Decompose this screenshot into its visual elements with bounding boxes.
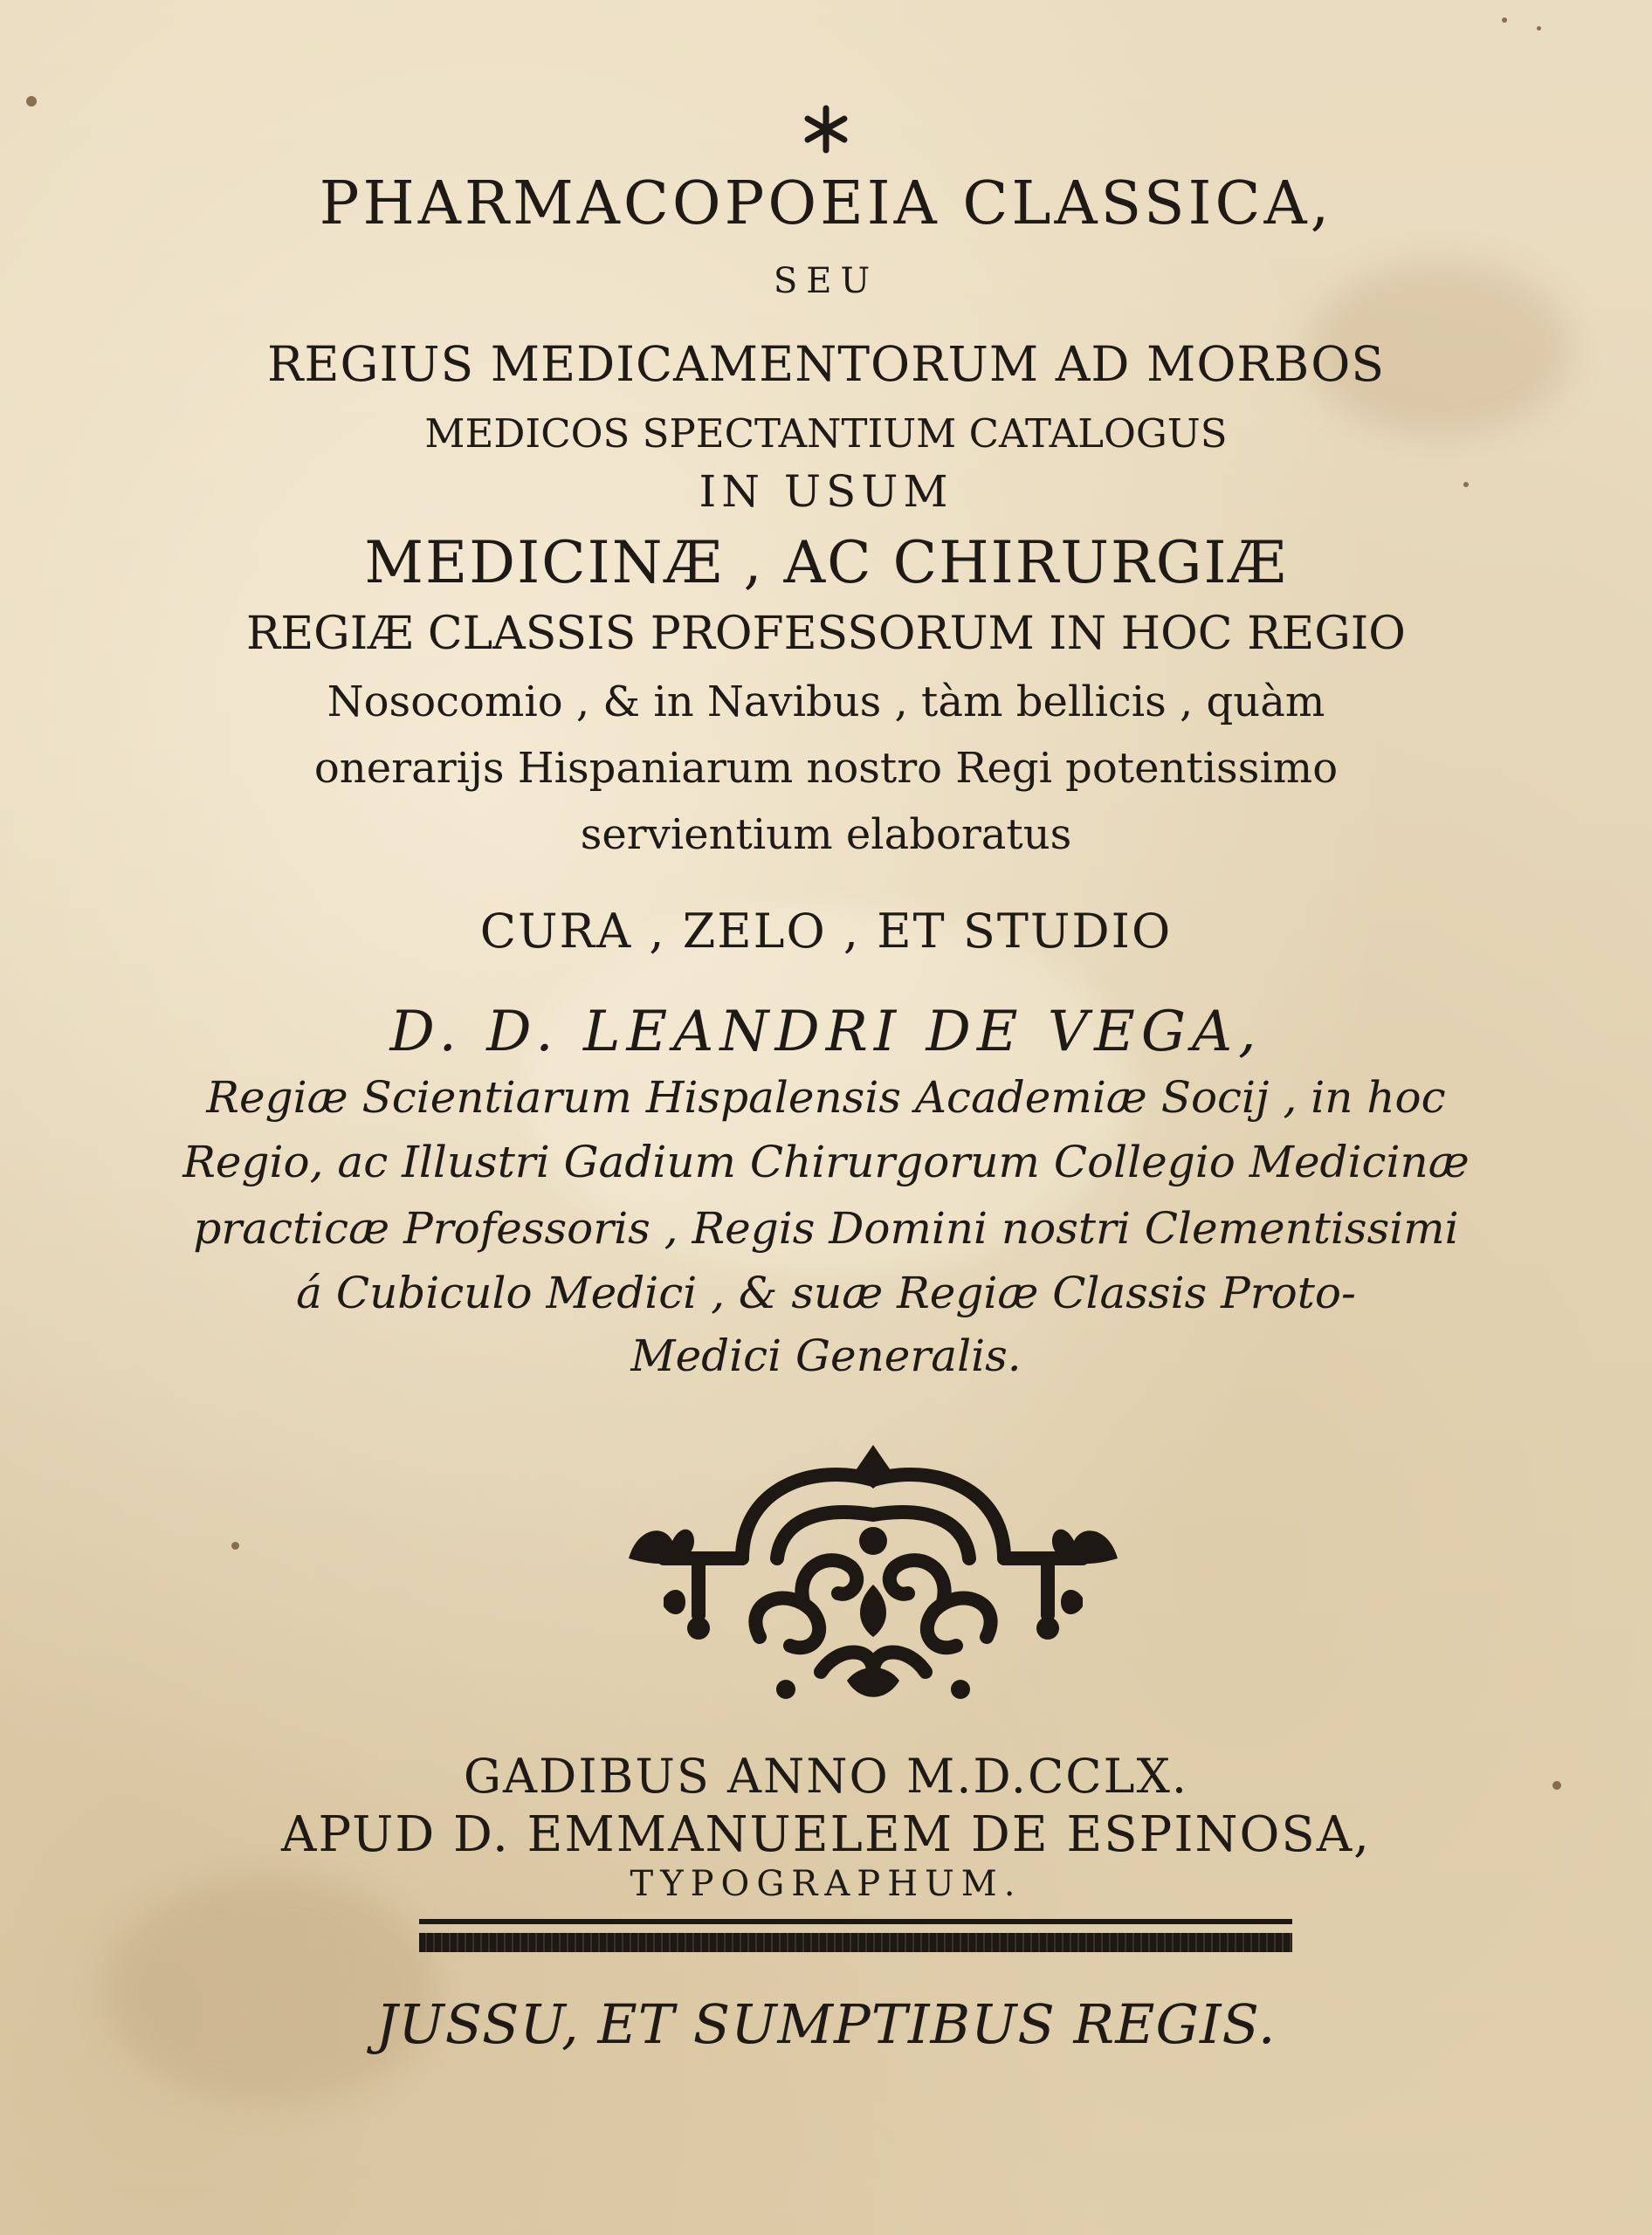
author-description: Regio, ac Illustri Gadium Chirurgorum Collegio Medicinæ bbox=[182, 1137, 1470, 1187]
seu-line: SEU bbox=[773, 261, 879, 301]
floral-ornament-icon bbox=[611, 1427, 1135, 1707]
book-title: PHARMACOPOEIA CLASSICA, bbox=[319, 169, 1333, 238]
author-description: Regiæ Scientiarum Hispalensis Academiæ Socij , in hoc bbox=[206, 1072, 1446, 1123]
rule-thin bbox=[419, 1919, 1292, 1924]
rule-thick bbox=[419, 1933, 1292, 1952]
body-line: onerarijs Hispaniarum nostro Regi potentissimo bbox=[313, 744, 1339, 793]
author-description: Medici Generalis. bbox=[630, 1331, 1022, 1381]
ink-spot bbox=[1537, 26, 1541, 31]
asterisk-icon bbox=[800, 103, 852, 155]
ink-spot bbox=[231, 1542, 239, 1550]
imprint-printer: APUD D. EMMANUELEM DE ESPINOSA, bbox=[281, 1806, 1371, 1863]
subtitle-line: IN USUM bbox=[699, 466, 953, 517]
subtitle-line: REGIÆ CLASSIS PROFESSORUM IN HOC REGIO bbox=[246, 608, 1406, 660]
subtitle-line: REGIUS MEDICAMENTORUM AD MORBOS bbox=[266, 336, 1386, 392]
subtitle-line: MEDICOS SPECTANTIUM CATALOGUS bbox=[424, 410, 1228, 457]
imprint-place-date: GADIBUS ANNO M.D.CCLX. bbox=[463, 1749, 1189, 1804]
imprint-typographer: TYPOGRAPHUM. bbox=[630, 1864, 1022, 1904]
body-line: Nosocomio , & in Navibus , tàm bellicis , quàm bbox=[327, 677, 1325, 726]
paper-stain bbox=[105, 1877, 437, 2104]
double-rule bbox=[419, 1919, 1292, 1957]
author-description: á Cubiculo Medici , & suæ Regiæ Classis Proto- bbox=[296, 1268, 1356, 1318]
author-name: D. D. LEANDRI DE VEGA, bbox=[389, 1000, 1263, 1064]
author-description: practicæ Professoris , Regis Domini nostri Clementissimi bbox=[193, 1203, 1459, 1254]
subtitle-line: MEDICINÆ , AC CHIRURGIÆ bbox=[364, 529, 1288, 596]
ink-spot bbox=[1502, 17, 1507, 23]
ink-spot bbox=[26, 96, 37, 107]
care-line: CURA , ZELO , ET STUDIO bbox=[479, 904, 1173, 959]
royal-expense-line: JUSSU, ET SUMPTIBUS REGIS. bbox=[375, 1992, 1277, 2056]
body-line: servientium elaboratus bbox=[580, 810, 1072, 859]
